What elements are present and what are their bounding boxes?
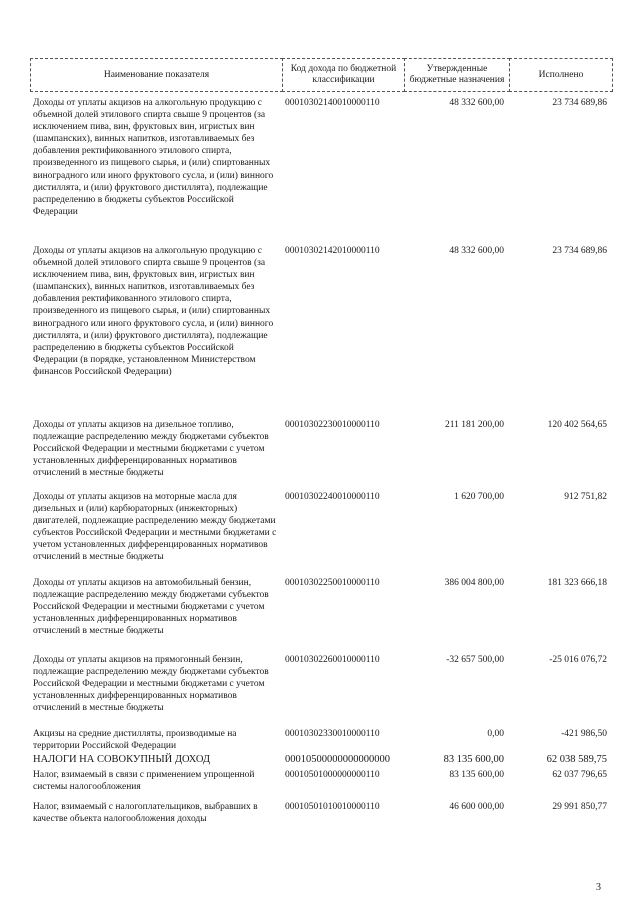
row-approved: 0,00 <box>487 729 504 739</box>
row-executed: 23 734 689,86 <box>552 98 607 108</box>
row-name: Доходы от уплаты акцизов на дизельное топливо, подлежащие распределению между бюджетами субъектов Российской Федерации и местными бюджетами с учетом установленных дифференцированных нормативов отчислений в местные бюджеты <box>33 420 269 479</box>
row-approved: 211 181 200,00 <box>444 420 504 430</box>
row-name: Налог, взимаемый в связи с применением упрощенной системы налогообложения <box>33 770 255 793</box>
row-code: 00010302260010000110 <box>285 655 380 665</box>
row-executed: 181 323 666,18 <box>547 578 607 588</box>
row-approved: 1 620 700,00 <box>454 492 504 502</box>
row-code: 00010302140010000110 <box>285 98 380 108</box>
column-header-executed: Исполнено <box>509 58 613 92</box>
row-name: Доходы от уплаты акцизов на моторные масла для дизельных и (или) карбюраторных (инжекторных) двигателей, подлежащие распределению между бюджетами субъектов Российской Федерации и местными бюджетами с учетом установленных дифференцированных нормативов отчислений в местные бюджеты <box>33 492 277 563</box>
column-header-code: Код дохода по бюджетной классификации <box>282 58 405 92</box>
row-name: НАЛОГИ НА СОВОКУПНЫЙ ДОХОД <box>33 754 211 765</box>
row-code: 00010302250010000110 <box>285 578 380 588</box>
row-approved: 46 600 000,00 <box>449 802 504 812</box>
row-approved: -32 657 500,00 <box>446 655 504 665</box>
row-executed: -421 986,50 <box>561 729 607 739</box>
row-executed: 29 991 850,77 <box>552 802 607 812</box>
row-code: 00010302330010000110 <box>285 729 380 739</box>
column-header-name: Наименование показателя <box>30 58 283 92</box>
row-executed: -25 016 076,72 <box>549 655 607 665</box>
row-code: 00010501000000000110 <box>285 770 380 780</box>
row-approved: 48 332 600,00 <box>449 98 504 108</box>
page-number: 3 <box>596 882 601 893</box>
row-executed: 120 402 564,65 <box>547 420 607 430</box>
row-approved: 83 135 600,00 <box>449 770 504 780</box>
row-code: 00010302230010000110 <box>285 420 380 430</box>
row-name: Акцизы на средние дистилляты, производимые на территории Российской Федерации <box>33 729 237 752</box>
row-approved: 386 004 800,00 <box>444 578 504 588</box>
column-header-approved: Утвержденные бюджетные назначения <box>404 58 510 92</box>
row-executed: 912 751,82 <box>564 492 607 502</box>
row-executed: 62 037 796,65 <box>552 770 607 780</box>
row-code: 00010302142010000110 <box>285 246 380 256</box>
row-approved: 83 135 600,00 <box>443 754 504 765</box>
row-name: Доходы от уплаты акцизов на алкогольную продукцию с объемной долей этилового спирта свыше 9 процентов (за исключением пива, вин, фруктовых вин, игристых вин (шампанских), винных напитков, изготавливаемых без добавления ректификованного этилового спирта, произведенного из пищевого сырья, и (или) спиртованных виноградного или иного фруктового сусла, и (или) винного дистиллята, и (или) фруктового дистиллята), подлежащие распределению в бюджеты субъектов Российской Федерации (в порядке, установленном Министерством финансов Российской Федерации) <box>33 246 274 377</box>
row-name: Доходы от уплаты акцизов на алкогольную продукцию с объемной долей этилового спирта свыше 9 процентов (за исключением пива, вин, фруктовых вин, игристых вин (шампанских), винных напитков, изготавливаемых без добавления ректификованного этилового спирта, произведенного из пищевого сырья, и (или) спиртованных виноградного или иного фруктового сусла, и (или) винного дистиллята, и (или) фруктового дистиллята), подлежащие распределению в бюджеты субъектов Российской Федерации <box>33 98 274 217</box>
row-executed: 62 038 589,75 <box>546 754 607 765</box>
row-executed: 23 734 689,86 <box>552 246 607 256</box>
row-name: Доходы от уплаты акцизов на прямогонный бензин, подлежащие распределению между бюджетами субъектов Российской Федерации и местными бюджетами с учетом установленных дифференцированных нормативов отчислений в местные бюджеты <box>33 655 269 714</box>
row-name: Доходы от уплаты акцизов на автомобильный бензин, подлежащие распределению между бюджетами субъектов Российской Федерации и местными бюджетами с учетом установленных дифференцированных нормативов отчислений в местные бюджеты <box>33 578 269 637</box>
row-code: 00010500000000000000 <box>285 754 390 765</box>
row-approved: 48 332 600,00 <box>449 246 504 256</box>
row-code: 00010302240010000110 <box>285 492 380 502</box>
row-code: 00010501010010000110 <box>285 802 380 812</box>
row-name: Налог, взимаемый с налогоплательщиков, выбравших в качестве объекта налогообложения доходы <box>33 802 258 825</box>
